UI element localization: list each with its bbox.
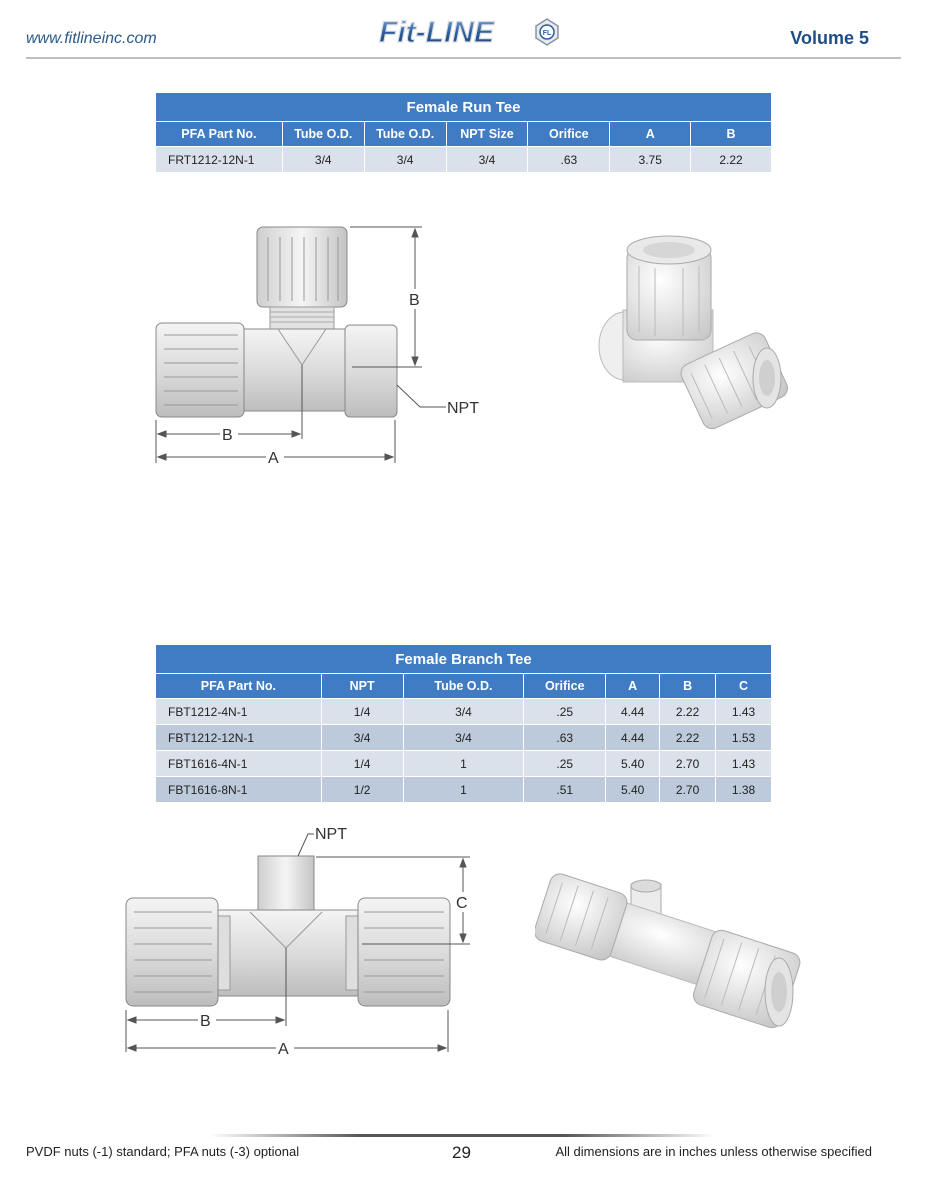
column-header: PFA Part No. [156,674,322,699]
table-row [156,777,772,803]
table-cell: 5.40 [606,777,660,803]
table-cell: 1 [403,751,524,777]
footer-dimension-note: All dimensions are in inches unless otherwise specified [555,1144,872,1159]
table-cell: 4.44 [606,699,660,725]
dim-label-b-vertical: B [409,292,420,309]
column-header: PFA Part No. [156,122,283,147]
column-header: Orifice [524,674,606,699]
table-cell: 4.44 [606,725,660,751]
run-tee-product-image [575,228,795,443]
branch-tee-table [155,644,772,803]
footer-divider [210,1134,715,1137]
column-header: C [716,674,772,699]
branch-tee-dimension-drawing [118,820,478,1070]
fitline-logo [375,14,565,50]
column-header: B [660,674,716,699]
table-cell: 5.40 [606,751,660,777]
part-number: FBT1616-8N-1 [156,777,322,803]
part-number: FBT1616-4N-1 [156,751,322,777]
table-cell: 2.22 [660,699,716,725]
dim-label-a: A [268,450,279,467]
column-header: Orifice [528,122,610,147]
table-cell: 2.22 [691,147,772,173]
logo-text: Fit-LINE [379,16,494,49]
part-number: FRT1212-12N-1 [156,147,283,173]
table-cell: .25 [524,699,606,725]
table-cell: 1/4 [321,751,403,777]
dim-label-npt: NPT [315,826,347,843]
table-cell: 1.53 [716,725,772,751]
table-cell: .63 [524,725,606,751]
table-cell: 2.22 [660,725,716,751]
page-number: 29 [452,1143,471,1162]
volume-label: Volume 5 [790,28,869,48]
website-url[interactable]: www.fitlineinc.com [26,30,157,47]
table-cell: 1.43 [716,751,772,777]
table-row [156,147,772,173]
table-cell: 3/4 [403,725,524,751]
run-tee-table [155,92,772,173]
part-number: FBT1212-4N-1 [156,699,322,725]
column-header: Tube O.D. [364,122,446,147]
table-cell: 1.43 [716,699,772,725]
dim-label-c: C [456,895,468,912]
column-header: Tube O.D. [403,674,524,699]
logo-badge: FL [542,30,552,37]
table-cell: .63 [528,147,610,173]
column-header: NPT [321,674,403,699]
header-divider [26,57,901,59]
branch-tee-title: Female Branch Tee [156,645,772,674]
dim-label-npt: NPT [447,400,479,417]
table-cell: 1 [403,777,524,803]
page-header [0,0,927,60]
table-cell: 3/4 [321,725,403,751]
table-row [156,751,772,777]
run-tee-title: Female Run Tee [156,93,772,122]
table-cell: 2.70 [660,751,716,777]
table-cell: 1.38 [716,777,772,803]
column-header: NPT Size [446,122,528,147]
table-cell: .51 [524,777,606,803]
column-header: A [606,674,660,699]
table-cell: 1/4 [321,699,403,725]
table-cell: 3/4 [403,699,524,725]
table-cell: 3/4 [364,147,446,173]
table-cell: 3/4 [446,147,528,173]
footer-nut-note: PVDF nuts (-1) standard; PFA nuts (-3) optional [26,1144,300,1159]
branch-tee-product-image [535,868,805,1043]
dim-label-b: B [200,1013,211,1030]
table-cell: .25 [524,751,606,777]
table-row [156,699,772,725]
column-header: B [691,122,772,147]
table-cell: 2.70 [660,777,716,803]
dim-label-b: B [222,427,233,444]
dim-label-a: A [278,1041,289,1058]
part-number: FBT1212-12N-1 [156,725,322,751]
table-row [156,725,772,751]
column-header: A [610,122,691,147]
table-cell: 3/4 [282,147,364,173]
table-cell: 1/2 [321,777,403,803]
table-cell: 3.75 [610,147,691,173]
column-header: Tube O.D. [282,122,364,147]
run-tee-dimension-drawing [150,215,490,470]
